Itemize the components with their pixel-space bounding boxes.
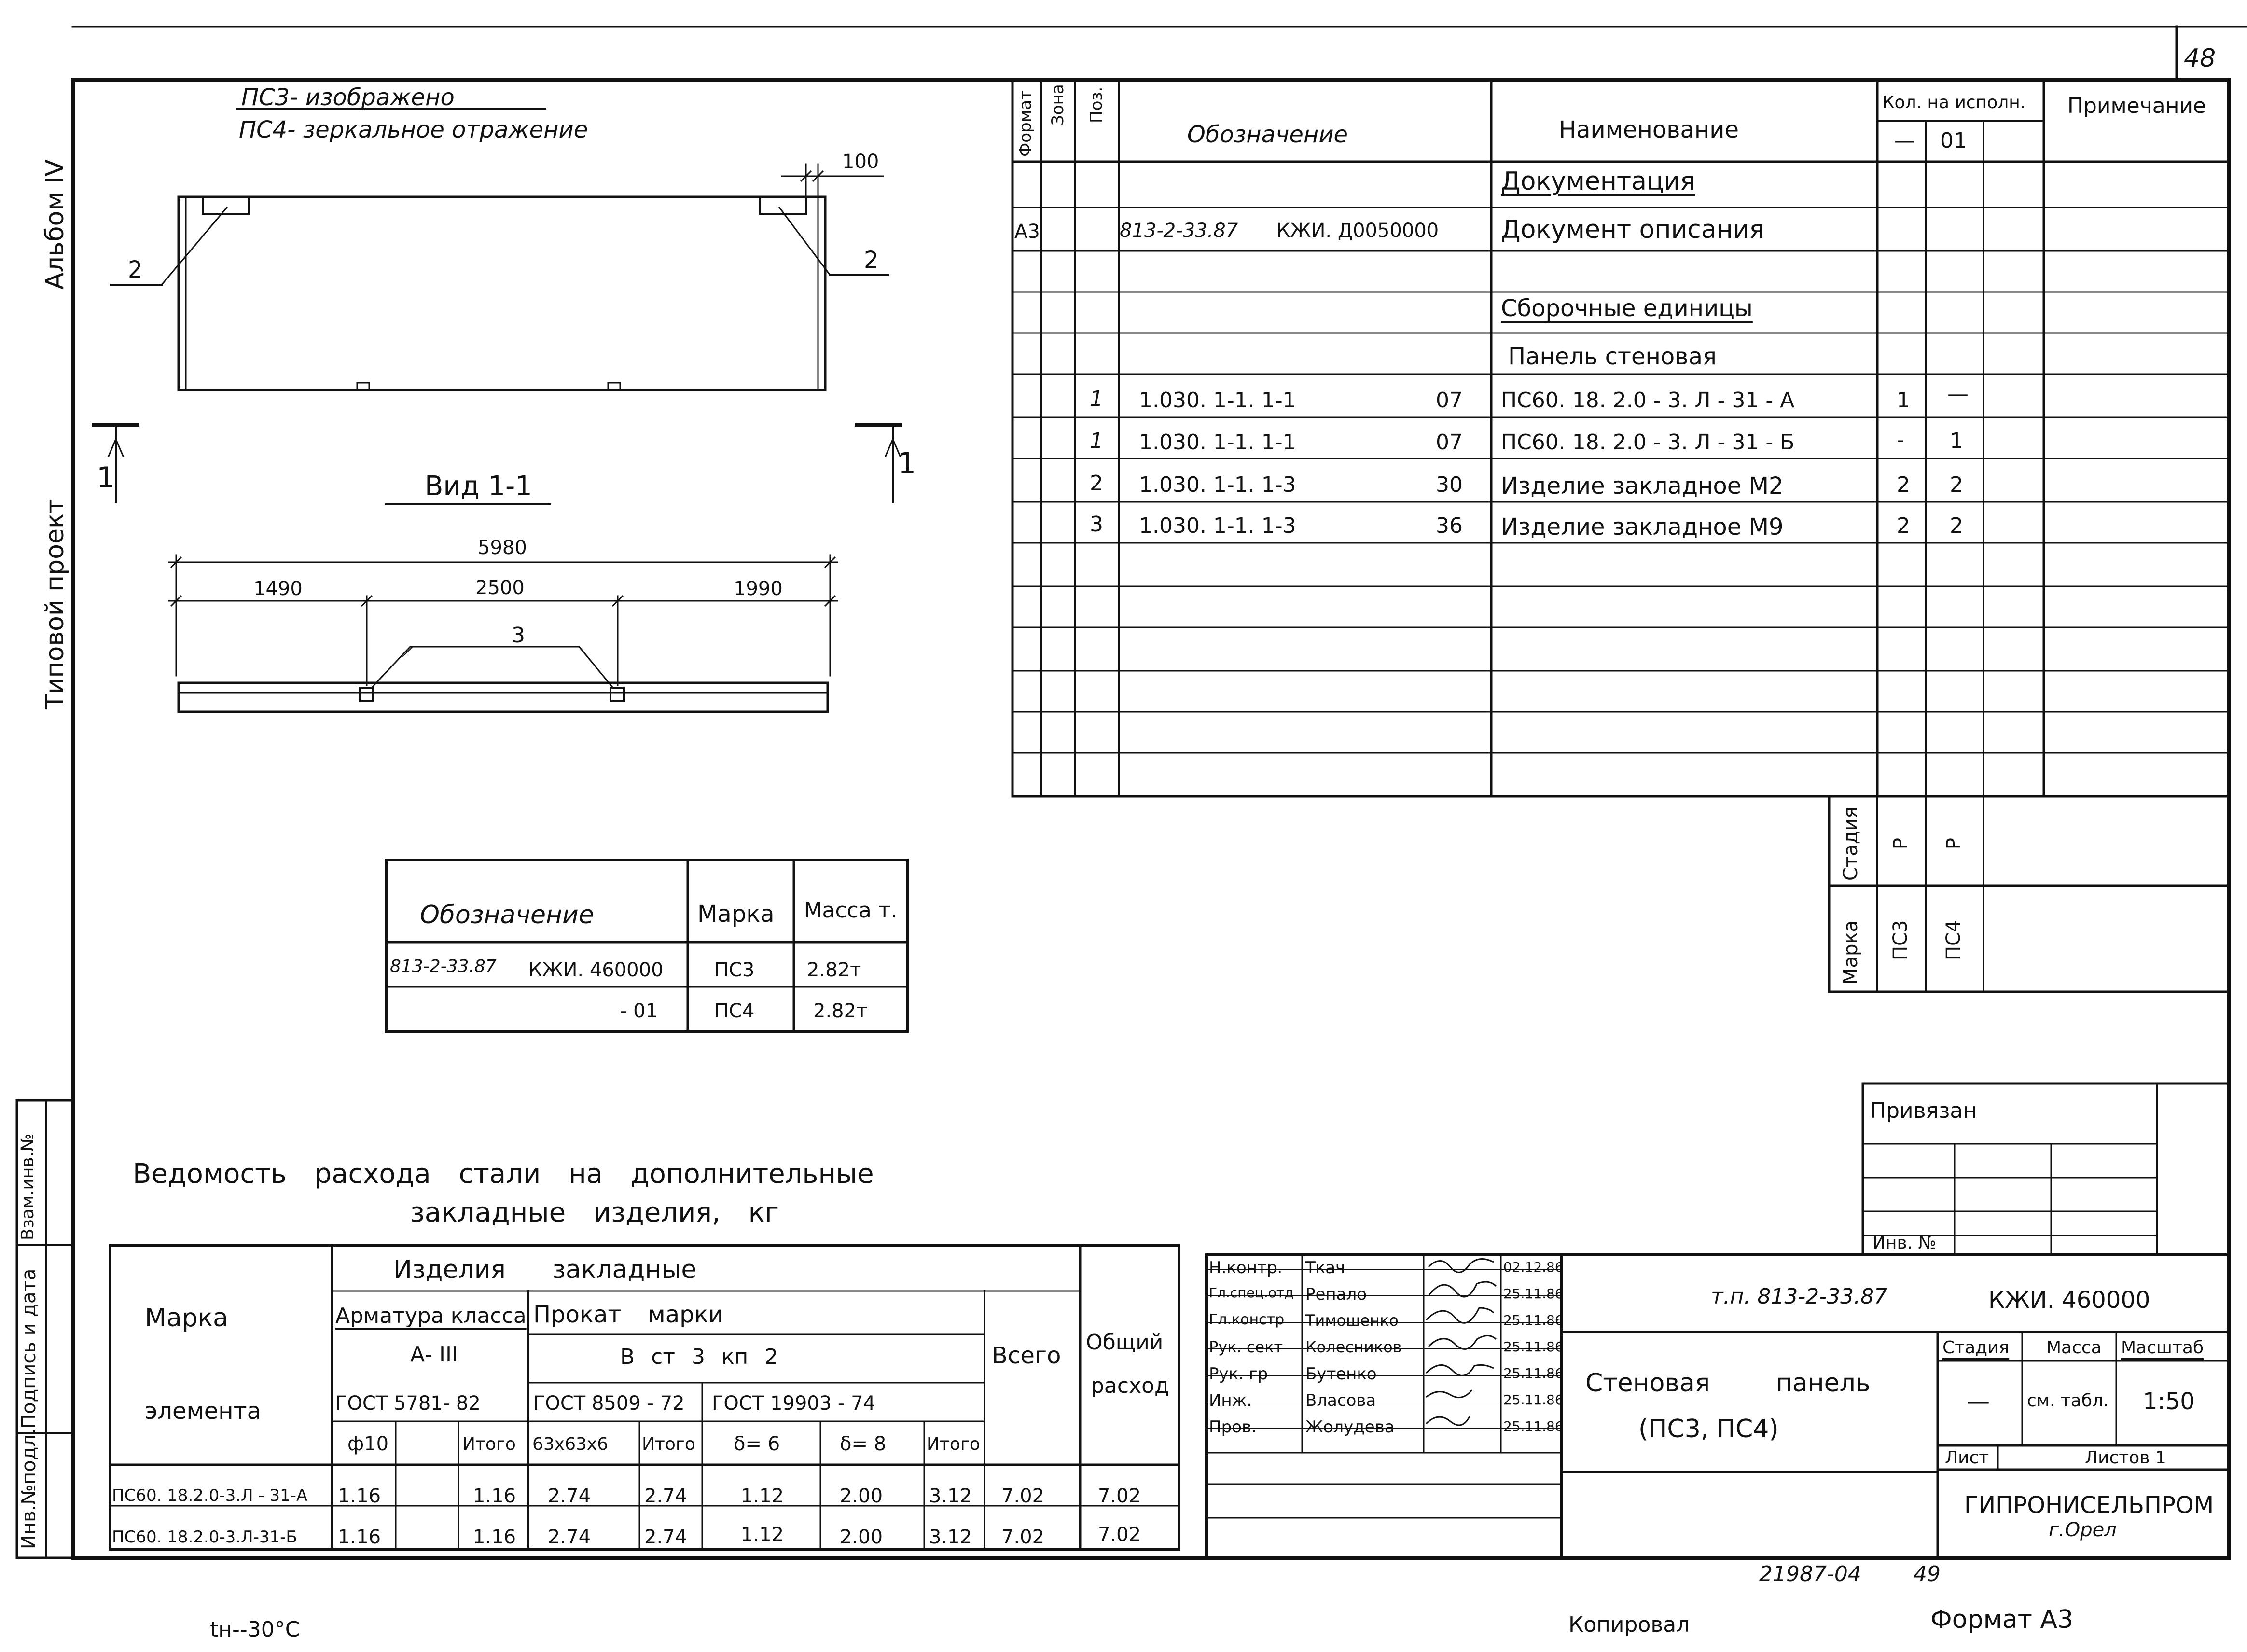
stamp-org-city: г.Орел: [2049, 1519, 2117, 1541]
steel-row-t3: 3.12: [929, 1485, 972, 1507]
steel-row-mark: ПС60. 18.2.0-3.Л-31-Б: [112, 1527, 297, 1547]
dimension-mid: 2500: [475, 577, 525, 599]
spec-row-pos: 3: [1090, 512, 1103, 537]
steel-header-rebar-class: А- III: [410, 1342, 458, 1367]
steel-header-total: Итого: [462, 1434, 516, 1454]
signature-role: Пров.: [1209, 1417, 1257, 1437]
spec-header-qty: Кол. на исполн.: [1882, 93, 2026, 112]
steel-row-mark: ПС60. 18.2.0-3.Л - 31-А: [112, 1486, 308, 1505]
mass-row-code: - 01: [620, 1000, 658, 1022]
stamp-sheets-header: Листов 1: [2085, 1448, 2166, 1468]
spec-header-designation: Обозначение: [1187, 121, 1348, 148]
spec-row-q2: —: [1947, 382, 1969, 406]
signature-date: 25.11.86: [1503, 1312, 1564, 1328]
steel-row-t1: 1.16: [473, 1485, 516, 1507]
stamp-title-line2: (ПС3, ПС4): [1638, 1415, 1779, 1444]
view-title: Вид 1-1: [425, 471, 532, 502]
steel-header-total3: Итого: [927, 1434, 980, 1454]
spec-row-name: ПС60. 18. 2.0 - 3. Л - 31 - А: [1501, 388, 1795, 413]
spec-row-designation: 1.030. 1-1. 1-3: [1139, 514, 1296, 538]
margin-inv-orig-label: Инв.№подл.: [18, 1428, 40, 1549]
steel-row-all: 7.02: [1001, 1485, 1045, 1507]
signature-name: Колесников: [1305, 1338, 1402, 1356]
footer-archive-page: 49: [1914, 1562, 1941, 1586]
spec-doc-designation: 813-2-33.87: [1120, 220, 1238, 242]
callout-3: 3: [512, 623, 525, 648]
steel-row-d8: 2.00: [840, 1526, 883, 1548]
spec-doc-code: КЖИ. Д0050000: [1276, 220, 1439, 242]
steel-header-angle: 63х63х6: [532, 1434, 609, 1454]
spec-row-designation: 1.030. 1-1. 1-3: [1139, 472, 1296, 497]
stamp-title-line1: Стеновая панель: [1585, 1369, 1871, 1398]
spec-subsection: Панель стеновая: [1508, 343, 1717, 370]
dimension-total: 5980: [478, 537, 527, 559]
spec-row-designation: 1.030. 1-1. 1-1: [1139, 388, 1296, 413]
stamp-scale-value: 1:50: [2143, 1388, 2195, 1415]
stamp-sheet-header: Лист: [1945, 1448, 1989, 1468]
dimension-right: 1990: [734, 578, 783, 600]
steel-header-group: Изделия закладные: [393, 1255, 697, 1284]
mass-row-mark: ПС3: [714, 959, 755, 981]
steel-header-gost1: ГОСТ 8509 - 72: [533, 1392, 685, 1415]
steel-row-overall: 7.02: [1098, 1524, 1141, 1546]
spec-header-pos: Поз.: [1087, 86, 1106, 123]
spec-mark-value-1: ПС3: [1889, 920, 1912, 960]
dimension-left: 1490: [253, 578, 303, 600]
steel-row-t2: 2.74: [644, 1526, 688, 1548]
steel-header-d10: ф10: [347, 1433, 389, 1455]
signature-date: 02.12.86: [1503, 1259, 1564, 1275]
steel-header-total2: Итого: [642, 1434, 695, 1454]
steel-row-t1: 1.16: [473, 1526, 516, 1548]
stamp-doc-code: КЖИ. 460000: [1988, 1287, 2150, 1314]
steel-row-ang: 2.74: [548, 1526, 591, 1548]
footer-temperature: tн--30°С: [210, 1617, 300, 1642]
signature-date: 25.11.86: [1503, 1392, 1564, 1408]
drawing-note-line1: ПС3- изображено: [241, 84, 455, 111]
steel-row-overall: 7.02: [1098, 1485, 1141, 1507]
spec-row-pos: 2: [1090, 471, 1103, 496]
steel-title-line2: закладные изделия, кг: [410, 1197, 779, 1228]
stamp-scale-header: Масштаб: [2121, 1338, 2204, 1358]
mass-row-mass: 2.82т: [807, 959, 861, 981]
mass-header-mark: Марка: [697, 901, 775, 928]
spec-row-name: ПС60. 18. 2.0 - 3. Л - 31 - Б: [1501, 430, 1795, 455]
steel-row-d6: 1.12: [741, 1524, 784, 1546]
spec-stage-value-1: Р: [1890, 837, 1913, 850]
signature-name: Жолудева: [1305, 1417, 1395, 1437]
spec-row-name: Изделие закладное М2: [1501, 472, 1784, 500]
spec-row-q1: -: [1897, 428, 1904, 452]
callout-2-right: 2: [864, 247, 879, 274]
spec-header-format: Формат: [1016, 90, 1035, 157]
footer-format: Формат А3: [1930, 1605, 2074, 1634]
signature-date: 25.11.86: [1503, 1286, 1564, 1302]
section-mark-right: 1: [898, 446, 916, 480]
steel-header-rebar-gost: ГОСТ 5781- 82: [335, 1392, 481, 1415]
signature-role: Рук. сект: [1209, 1338, 1283, 1356]
spec-header-note: Примечание: [2067, 94, 2206, 118]
signature-name: Бутенко: [1305, 1364, 1377, 1384]
spec-section-docs: Документация: [1501, 167, 1695, 196]
signature-name: Репало: [1305, 1285, 1367, 1304]
sheet-number: 48: [2184, 44, 2216, 73]
signature-scribbles: [1426, 1259, 1496, 1425]
steel-header-mark2: элемента: [145, 1398, 262, 1425]
margin-album-label: Альбом IV: [41, 159, 69, 290]
steel-header-d6: δ= 6: [734, 1433, 780, 1455]
spec-doc-format: А3: [1014, 221, 1040, 243]
steel-header-rolled-grade: В ст 3 кп 2: [620, 1345, 778, 1369]
spec-mark-value-2: ПС4: [1942, 920, 1965, 960]
spec-mark-label: Марка: [1840, 920, 1862, 985]
signature-role: Инж.: [1209, 1391, 1252, 1410]
steel-header-overall2: расход: [1091, 1374, 1169, 1398]
steel-row-d8: 2.00: [840, 1485, 883, 1507]
signature-date: 25.11.86: [1503, 1365, 1564, 1381]
margin-sign-date-label: Подпись и дата: [18, 1268, 40, 1429]
spec-header-qty-dash: —: [1894, 128, 1915, 153]
spec-row-q1: 2: [1897, 472, 1910, 497]
signature-date: 25.11.86: [1503, 1339, 1564, 1355]
signature-role: Рук. гр: [1209, 1364, 1268, 1384]
mass-row-mark: ПС4: [714, 1000, 755, 1022]
mass-row-mass: 2.82т: [813, 1000, 868, 1022]
signature-date: 25.11.86: [1503, 1418, 1564, 1434]
stamp-org-name: ГИПРОНИСЕЛЬПРОМ: [1964, 1492, 2214, 1519]
steel-title-line1: Ведомость расхода стали на дополнительные: [133, 1158, 874, 1190]
steel-header-overall1: Общий: [1086, 1330, 1164, 1355]
spec-row-name: Изделие закладное М9: [1501, 514, 1784, 541]
spec-row-pos: 1: [1090, 387, 1103, 411]
footer-copied: Копировал: [1568, 1612, 1690, 1637]
steel-header-rolled: Прокат марки: [533, 1301, 723, 1328]
steel-row-d10: 1.16: [338, 1526, 381, 1548]
spec-header-zone: Зона: [1048, 84, 1068, 125]
signature-role: Гл.спец.отд: [1209, 1285, 1294, 1301]
steel-row-t2: 2.74: [644, 1485, 688, 1507]
mass-row-designation: 813-2-33.87: [390, 957, 497, 976]
spec-row-suffix: 36: [1436, 514, 1463, 538]
steel-header-d8: δ= 8: [840, 1433, 887, 1455]
steel-header-gost2: ГОСТ 19903 - 74: [712, 1392, 875, 1415]
spec-stage-label: Стадия: [1840, 806, 1862, 881]
stamp-mass-value: см. табл.: [2027, 1391, 2109, 1411]
mass-header-designation: Обозначение: [420, 901, 594, 930]
spec-row-designation: 1.030. 1-1. 1-1: [1139, 430, 1296, 455]
stamp-privyazan: Привязан: [1870, 1098, 1977, 1123]
spec-row-suffix: 30: [1436, 472, 1463, 497]
stamp-stage-header: Стадия: [1942, 1338, 2010, 1358]
drawing-note-line2: ПС4- зеркальное отражение: [239, 116, 588, 143]
spec-header-name: Наименование: [1559, 116, 1739, 143]
footer-archive-number: 21987-04: [1759, 1562, 1861, 1586]
section-mark-left: 1: [97, 461, 115, 495]
stamp-inv: Инв. №: [1872, 1233, 1937, 1253]
stamp-stage-value: —: [1967, 1388, 1990, 1415]
spec-row-q1: 1: [1897, 388, 1910, 413]
signature-role: Гл.констр: [1209, 1311, 1285, 1328]
signature-role: Н.контр.: [1209, 1258, 1283, 1277]
steel-row-d10: 1.16: [338, 1485, 381, 1507]
spec-row-suffix: 07: [1436, 430, 1463, 455]
mass-header-mass: Масса т.: [804, 898, 898, 923]
steel-header-rebar: Арматура класса: [335, 1304, 527, 1328]
signature-name: Ткач: [1305, 1258, 1345, 1277]
steel-row-all: 7.02: [1001, 1526, 1045, 1548]
stamp-mass-header: Масса: [2046, 1338, 2102, 1358]
dimension-100: 100: [842, 151, 879, 173]
spec-doc-name: Документ описания: [1501, 215, 1764, 244]
margin-project-label: Типовой проект: [41, 499, 69, 709]
spec-row-q1: 2: [1897, 514, 1910, 538]
steel-row-ang: 2.74: [548, 1485, 591, 1507]
steel-row-t3: 3.12: [929, 1526, 972, 1548]
signature-name: Власова: [1305, 1391, 1376, 1410]
steel-row-d6: 1.12: [741, 1485, 784, 1507]
spec-header-qty-01: 01: [1940, 128, 1967, 153]
spec-row-pos: 1: [1090, 429, 1103, 453]
spec-row-q2: 2: [1950, 514, 1963, 538]
spec-row-suffix: 07: [1436, 388, 1463, 413]
steel-header-all: Всего: [992, 1342, 1061, 1369]
spec-row-q2: 2: [1950, 472, 1963, 497]
mass-row-code: КЖИ. 460000: [528, 959, 664, 981]
spec-row-q2: 1: [1950, 429, 1963, 453]
signature-name: Тимошенко: [1305, 1311, 1399, 1330]
callout-2-left: 2: [128, 256, 143, 283]
spec-stage-value-2: Р: [1943, 837, 1966, 850]
stamp-project-code: т.п. 813-2-33.87: [1711, 1284, 1888, 1309]
steel-header-mark1: Марка: [145, 1304, 229, 1333]
spec-section-assemblies: Сборочные единицы: [1501, 295, 1753, 322]
margin-vzam-label: Взам.инв.№: [18, 1133, 38, 1240]
